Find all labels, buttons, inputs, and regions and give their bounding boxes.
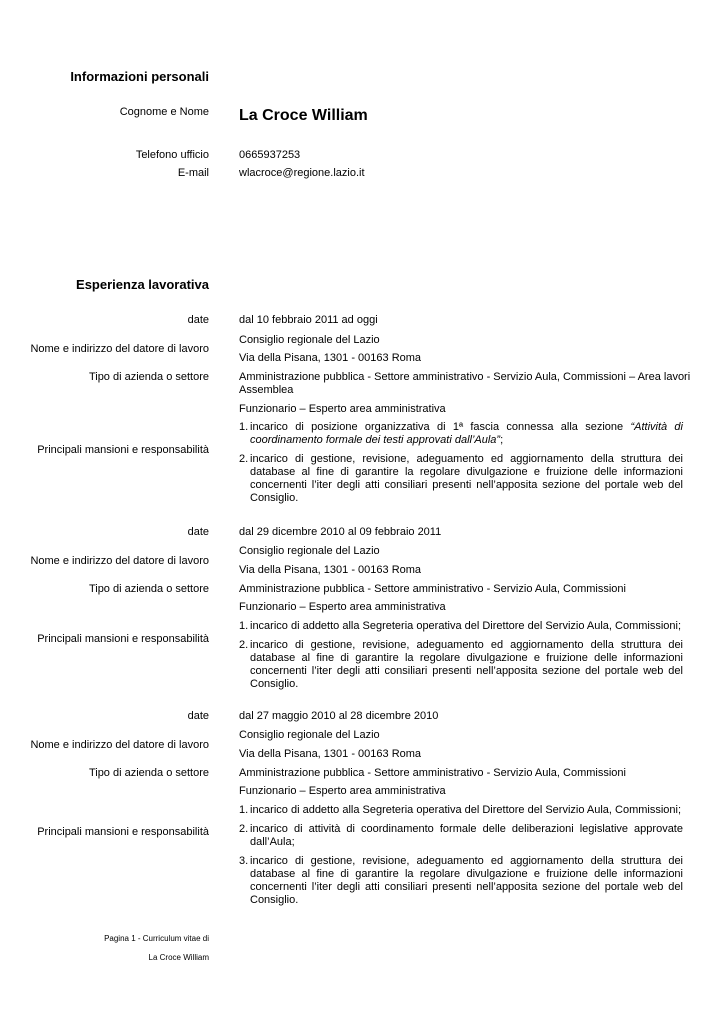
phone-value: 0665937253 — [239, 149, 301, 161]
email-value[interactable]: wlacroce@regione.lazio.it — [239, 167, 365, 179]
full-name: La Croce William — [239, 107, 368, 124]
employer-address: Via della Pisana, 1301 - 00163 Roma — [239, 748, 422, 760]
employer-label: Nome e indirizzo del datore di lavoro — [30, 555, 209, 567]
duties-list — [239, 421, 683, 505]
list-item: 2. incarico di attività di coordinamento formale delle deliberazioni legislative approvate dall’Aula; — [239, 823, 683, 848]
employer-address: Via della Pisana, 1301 - 00163 Roma — [239, 352, 422, 364]
date-label: date — [187, 710, 209, 722]
duties-label: Principali mansioni e responsabilità — [37, 444, 209, 456]
list-number: 2. — [239, 823, 249, 835]
list-number: 2. — [239, 453, 249, 465]
sector-value-cont: Assemblea — [239, 384, 294, 396]
list-item: 3. incarico di gestione, revisione, adeguamento ed aggiornamento della struttura dei database al fine di garantire la regolare divulgazione e fruizione delle informazioni concernenti l’iter degli atti consiliari presenti nell’apposita sezione del portale web del Consiglio. — [239, 855, 683, 906]
list-item: 1. incarico di addetto alla Segreteria operativa del Direttore del Servizio Aula, Commissioni; — [239, 620, 682, 632]
duties-label: Principali mansioni e responsabilità — [37, 826, 209, 838]
employer-label: Nome e indirizzo del datore di lavoro — [30, 739, 209, 751]
list-number: 1. — [239, 804, 249, 816]
list-item: 1. incarico di posizione organizzativa di 1ª fascia connessa alla sezione “Attività di coordinamento formale dei testi approvati dall’Aula”; — [239, 421, 683, 446]
sector-label: Tipo di azienda o settore — [88, 371, 209, 383]
employer-name: Consiglio regionale del Lazio — [239, 334, 380, 346]
sector-value: Amministrazione pubblica - Settore amministrativo - Servizio Aula, Commissioni – Area lavori — [239, 371, 691, 383]
phone-label: Telefono ufficio — [135, 149, 209, 161]
sector-value: Amministrazione pubblica - Settore amministrativo - Servizio Aula, Commissioni — [239, 583, 626, 595]
employer-name: Consiglio regionale del Lazio — [239, 545, 380, 557]
list-number: 2. — [239, 639, 249, 651]
email-label: E-mail — [177, 167, 209, 179]
sector-label: Tipo di azienda o settore — [88, 583, 209, 595]
list-item: 1. incarico di addetto alla Segreteria operativa del Direttore del Servizio Aula, Commissioni; — [239, 804, 682, 816]
footer-author: La Croce William — [148, 953, 209, 962]
date-value: dal 27 maggio 2010 al 28 dicembre 2010 — [239, 710, 439, 722]
date-label: date — [187, 526, 209, 538]
date-label: date — [187, 314, 209, 326]
employer-address: Via della Pisana, 1301 - 00163 Roma — [239, 564, 422, 576]
date-value: dal 29 dicembre 2010 al 09 febbraio 2011 — [239, 526, 442, 538]
list-number: 3. — [239, 855, 249, 867]
duties-label: Principali mansioni e responsabilità — [37, 633, 209, 645]
duties-list — [239, 804, 683, 907]
sector-label: Tipo di azienda o settore — [88, 767, 209, 779]
list-item: 2. incarico di gestione, revisione, adeguamento ed aggiornamento della struttura dei database al fine di garantire la regolare divulgazione e fruizione delle informazioni concernenti l’iter degli atti consiliari presenti nell’apposita sezione del portale web del Consiglio. — [239, 639, 683, 690]
name-label: Cognome e Nome — [119, 106, 209, 118]
section-title-experience: Esperienza lavorativa — [76, 277, 209, 292]
list-number: 1. — [239, 421, 249, 433]
duties-list — [239, 620, 683, 691]
employer-label: Nome e indirizzo del datore di lavoro — [30, 343, 209, 355]
role-value: Funzionario – Esperto area amministrativa — [239, 785, 446, 797]
date-value: dal 10 febbraio 2011 ad oggi — [239, 314, 378, 326]
sector-value: Amministrazione pubblica - Settore amministrativo - Servizio Aula, Commissioni — [239, 767, 626, 779]
role-value: Funzionario – Esperto area amministrativa — [239, 403, 446, 415]
footer-page-info: Pagina 1 - Curriculum vitae di — [104, 934, 209, 943]
employer-name: Consiglio regionale del Lazio — [239, 729, 380, 741]
list-number: 1. — [239, 620, 249, 632]
list-item: 2. incarico di gestione, revisione, adeguamento ed aggiornamento della struttura dei database al fine di garantire la regolare divulgazione e fruizione delle informazioni concernenti l’iter degli atti consiliari presenti nell’apposita sezione del portale web del Consiglio. — [239, 453, 683, 504]
role-value: Funzionario – Esperto area amministrativa — [239, 601, 446, 613]
section-title-personal: Informazioni personali — [70, 69, 209, 84]
